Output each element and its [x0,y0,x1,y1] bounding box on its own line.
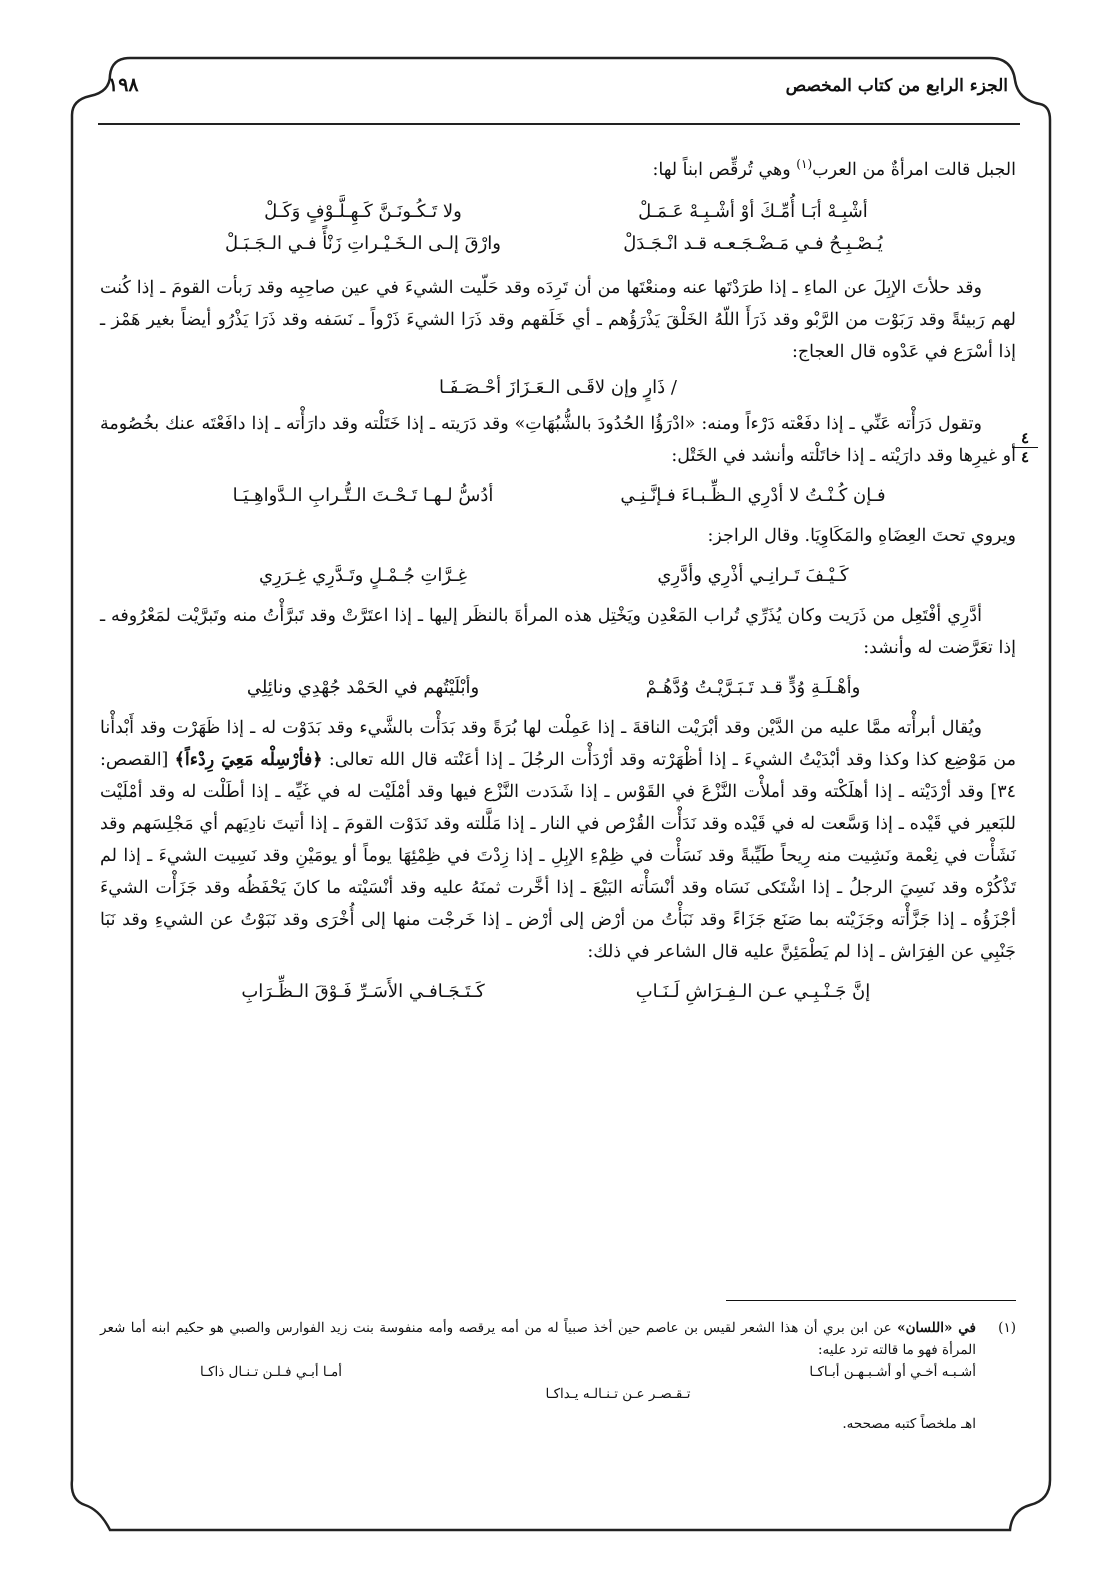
paragraph: أدَّرِي أفْتَعِل من ذَرَيت وكان يُذَرِّي تُراب المَعْدِن ويَخْتِل هذه المرأةَ بالنظَر إليها ـ إذا اعتَرَّتْ وقد تَبرَّأْتُ منه وتَبرَّيْت لمَعْرُوفه ـ إذا تعَرَّضت له وأنشد: [100,605,1016,658]
verse-line [100,976,1016,1008]
footnote-marker[interactable]: (١) [796,157,813,171]
paragraph: وقد حلأتَ الإبِلَ عن الماءِ ـ إذا طرَدْتَها عنه ومنعْتَها من أن تَرِدَه وقد حَلّيت الشيءَ في عين صاحِبِه وقد رَبأت القومَ ـ إذا كُنت لهم رَبيئةً وقد رَبَوْت من الرَّبْو وقد ذَرَأَ اللّهُ الخَلْقَ يَذْرَؤُهم ـ أي خَلَقهم وقد ذَرَا الشيءَ ذَرْواً ـ نَسَفه وقد ذَرَا يَذْرُو أيضاً بغير هَمْز ـ إذا أسْرَع في عَدْوه قال العجاج: [100,277,1016,362]
verse-line [100,560,1016,592]
footnote-text: عن ابن بري أن هذا الشعر لقيس بن عاصم حين أخذ صبياً له من أمه يرقصه وأمه منفوسة بنت زيد الفوارس والصبي هو حكيم ابنه أما شعر المرأة فهو ما قالته ترد عليه: [100,1320,976,1358]
footnote-verse: أشـبـه أخـي أو أشـبـهـن أبـاكـا أمـا أبـي فـلـن تـنـال ذاكـا [200,1364,976,1380]
footnotes [100,1300,1016,1435]
rajaz-line: / ذَارٍ وإن لاقَـى الـعَـزَازَ أحْـصَـفَـا [439,376,677,398]
paragraph: وتقول دَرَأْته عَنِّي ـ إذا دفَعْته دَرْءاً ومنه: «ادْرَؤُا الحُدُودَ بالشُّبُهَاتِ» وقد دَرَيته ـ إذا خَتَلْته وقد دارَأْته ـ إذا دافَعْتَه عنك بخُصُومة أو غيرِها وقد دارَيْته ـ إذا خاتَلْته وأنشد في الخَتْل: [100,413,1016,466]
verse-hemistich: إنَّ جَـنْـبِـي عـن الـفِـرَاشِ لَـنَـابِ [635,980,871,1002]
verse-hemistich: أشْبِـهْ أبَـا أُمِّـكَ أوْ أشْـبِـهْ عَـمَـلْ [638,200,868,222]
verse-line [100,228,1016,260]
footnote-rule [726,1300,1016,1301]
verse-hemistich: فـإن كُـنْـتُ لا أدْرِي الـظِّـبـاءَ فـإنَّـنِـي [620,484,886,506]
footnote-source: في «اللسان» [897,1320,976,1336]
margin-note-bottom: ٤ [1020,448,1030,466]
quran-quote: ﴿فأرْسِلْه مَعِيَ رِدْءاً﴾ [174,749,323,770]
verse-hemistich: ولا تَـكُـونَـنَّ كَـهِـلَّـوْفٍ وَكَـلْ [264,200,462,222]
verse-hemistich: كَـتَـجَـافـي الأَسَـرِّ فَـوْقَ الـظِّـرَابِ [241,980,485,1002]
intro-line: الجبل قالت امرأةٌ من العرب$^{(١)}$ وهي تُرقِّص ابناً لها: [652,157,1016,180]
verse-hemistich: وارْقَ إلـى الـخَـيْـراتِ زَنْأً فـي الـجَـبَـلْ [224,232,501,254]
page-number: ١٩٨ [108,74,139,96]
verse-hemistich: أدُسُّ لـهـا تَـحْـتَ الـتُّـرابِ الـدَّواهِـيَـا [232,484,494,506]
footnote-ending: اهـ ملخصاً كتبه مصححه. [842,1416,976,1432]
verse-line [100,672,1016,704]
page-header [108,72,1008,106]
main-text [100,148,1016,1008]
verse-line [100,480,1016,512]
footnote-number: (١) [998,1320,1016,1336]
verse-hemistich: وأهْـلَـةِ وُدٍّ قـد تَـبَـرَّيْـتُ وُدَّهُـمْ [645,676,861,698]
paragraph: ويُقال أبرأْته ممَّا عليه من الدَّيْن وقد أبْرَيْت الناقةَ ـ إذا عَمِلْت لها بُرَةً وقد بَدَأْت بالشَّيء وقد بَدَوْت له ـ إذا ظَهَرْت وقد أَبْدأْنا من مَوْضِع كذا وكذا وقد أبْدَيْتُ الشيءَ ـ إذا أظْهَرْته وقد أرْدَأْت الرجُلَ ـ إذا أعَنْته قال الله تعالى: ﴿فأرْسِلْه مَعِيَ رِدْءاً﴾ [القصص: ٣٤] وقد أرْدَيْته ـ إذا أهلَكْته وقد أملأْت النَّزْعَ في القَوْس ـ إذا شَدَدت النَّزْع فيها وقد أمْلَيْت له في غَيِّه ـ إذا أطَلْت له وقد أمْلَيْت للبَعير في قَيْده ـ إذا وَسَّعت له في قَيْده وقد نَدَأْت القُرْص في النار ـ إذا مَلَّلته وقد نَدَوْت القومَ ـ إذا أتيتَ نادِيَهم أي مَجْلِسَهم وقد نَشَأْت في نِعْمة ونَشِيت منه رِيحاً طَيِّبةً وقد نَسَأْت في ظِمْءِ الإبِلِ ـ إذا زِدْتَ في ظِمْئِهَا يوماً أو يومَيْنِ وقد نَسِيت الشيءَ ـ إذا لم تَذْكُرْه وقد نَسِيَ الرجلُ ـ إذا اشْتَكى نَسَاه وقد أنْسَأْته البَيْعَ ـ إذا أخَّرت ثمنَهُ عليه وقد أنْسَيْته ما كانَ يَحْفَظُه وقد جَزَأْت الشيءَ أجْزَؤُه ـ إذا جَزَّأْته وجَزَيْته بما صَنَع جَزَاءً وقد نَبَأْتُ من أرْض إلى أرْض ـ إذا خَرجْت منها إلى أُخْرَى وقد نَبَوْتُ عن الشيءِ وقد نَبَا جَنْبِي عن الفِرَاش ـ إذا لم يَطْمَئِنَّ عليه قال الشاعر في ذلك: [100,717,1016,962]
verse-hemistich: غِـرَّاتِ جُـمْـلٍ وتَـدَّرِي غِـرَرِي [258,564,468,586]
verse-line [100,196,1016,228]
running-title: الجزء الرابع من كتاب المخصص [785,76,1008,96]
footnote-verse: تـقـصـر عـن تـنـالـه يـداكـا [545,1386,691,1402]
verse-hemistich: وأبْلَيْتُهم في الحَمْد جُهْدِي ونائِلِي [246,676,480,698]
footnote [100,1317,1016,1361]
verse-hemistich: كَـيْـفَ تَـرانِـي أذْرِي وأدَّرِي [657,564,849,586]
verse-hemistich: يُـصْـبِـحُ فـي مَـضْـجَـعـه قـد انْـجَـدَلْ [623,232,883,254]
margin-note-top: ٤ [1020,429,1030,447]
paragraph: ويروي تحتَ العِضَاهِ والمَكَاوِيَا. وقال الراجز: [707,525,1016,546]
